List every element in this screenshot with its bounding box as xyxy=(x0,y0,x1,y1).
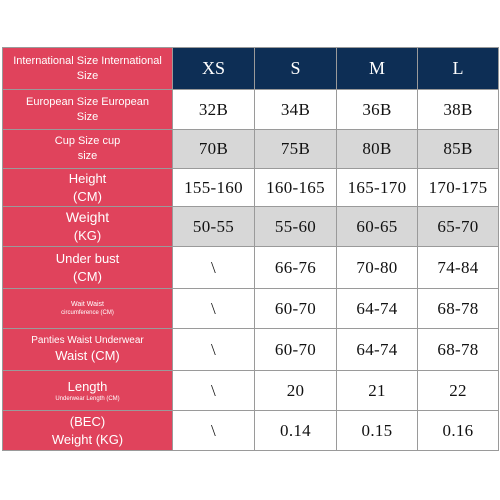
row-label-line1: Length xyxy=(67,378,108,394)
row-label-cell xyxy=(3,371,173,411)
table-row xyxy=(3,130,499,169)
row-label-line2: circumference (CM) xyxy=(61,310,114,317)
row-label-line2: (CM) xyxy=(73,188,102,204)
row-label-line1: Panties Waist Underwear xyxy=(31,334,144,346)
table-cell: 68-78 xyxy=(418,289,499,329)
table-cell: 160-165 xyxy=(255,169,337,207)
row-label-cell xyxy=(3,411,173,451)
table-cell: 36B xyxy=(337,90,418,130)
table-row xyxy=(3,329,499,371)
table-cell: 21 xyxy=(337,371,418,411)
table-cell: 64-74 xyxy=(337,329,418,371)
header-label-cell xyxy=(3,48,173,90)
table-cell: 80B xyxy=(337,130,418,169)
size-chart-table xyxy=(2,47,499,451)
table-row xyxy=(3,289,499,329)
row-label-line1: (BEC) xyxy=(69,413,106,429)
table-row xyxy=(3,169,499,207)
table-row xyxy=(3,247,499,289)
row-label-line1: Wait Waist xyxy=(71,300,104,308)
table-row xyxy=(3,371,499,411)
row-label-cell xyxy=(3,289,173,329)
table-cell: 75B xyxy=(255,130,337,169)
row-label-line1: Height xyxy=(68,170,107,186)
table-cell: \ xyxy=(173,371,255,411)
table-cell: \ xyxy=(173,411,255,451)
row-label-cell xyxy=(3,207,173,247)
row-label-cell xyxy=(3,90,173,130)
table-cell: 60-65 xyxy=(337,207,418,247)
header-label-line1: International Size International xyxy=(13,54,162,67)
size-header-l: L xyxy=(418,48,499,90)
table-cell: \ xyxy=(173,289,255,329)
row-label-line1: Under bust xyxy=(55,250,120,266)
row-label-line2: Size xyxy=(76,110,99,123)
table-cell: 170-175 xyxy=(418,169,499,207)
size-header-xs: XS xyxy=(173,48,255,90)
table-cell: 68-78 xyxy=(418,329,499,371)
row-label-cell xyxy=(3,247,173,289)
row-label-line2: (KG) xyxy=(73,228,102,244)
row-label-line1: Weight xyxy=(65,209,110,226)
table-cell: 155-160 xyxy=(173,169,255,207)
table-cell: 165-170 xyxy=(337,169,418,207)
table-cell: 22 xyxy=(418,371,499,411)
table-cell: 64-74 xyxy=(337,289,418,329)
table-cell: 38B xyxy=(418,90,499,130)
table-cell: 34B xyxy=(255,90,337,130)
header-label-line2: Size xyxy=(76,69,99,82)
row-label-line1: European Size European xyxy=(26,95,149,108)
row-label-cell xyxy=(3,130,173,169)
table-cell: 60-70 xyxy=(255,289,337,329)
table-cell: 70B xyxy=(173,130,255,169)
header-row xyxy=(3,48,499,90)
table-cell: 20 xyxy=(255,371,337,411)
table-cell: 74-84 xyxy=(418,247,499,289)
table-row xyxy=(3,411,499,451)
row-label-line2: (CM) xyxy=(73,268,102,284)
row-label-line2: Underwear Length (CM) xyxy=(55,396,120,403)
row-label-cell xyxy=(3,329,173,371)
row-label-line2: Weight (KG) xyxy=(51,431,124,447)
table-cell: 0.15 xyxy=(337,411,418,451)
row-label-line2: size xyxy=(77,150,98,162)
table-cell: 0.16 xyxy=(418,411,499,451)
size-header-s: S xyxy=(255,48,337,90)
row-label-cell xyxy=(3,169,173,207)
table-cell: 0.14 xyxy=(255,411,337,451)
table-cell: 55-60 xyxy=(255,207,337,247)
table-row xyxy=(3,207,499,247)
table-cell: 70-80 xyxy=(337,247,418,289)
table-cell: 32B xyxy=(173,90,255,130)
table-cell: \ xyxy=(173,247,255,289)
table-cell: 50-55 xyxy=(173,207,255,247)
table-cell: 66-76 xyxy=(255,247,337,289)
table-cell: 60-70 xyxy=(255,329,337,371)
size-header-m: M xyxy=(337,48,418,90)
table-cell: \ xyxy=(173,329,255,371)
row-label-line2: Waist (CM) xyxy=(55,348,120,364)
table-cell: 65-70 xyxy=(418,207,499,247)
table-row xyxy=(3,90,499,130)
row-label-line1: Cup Size cup xyxy=(54,135,121,148)
table-cell: 85B xyxy=(418,130,499,169)
